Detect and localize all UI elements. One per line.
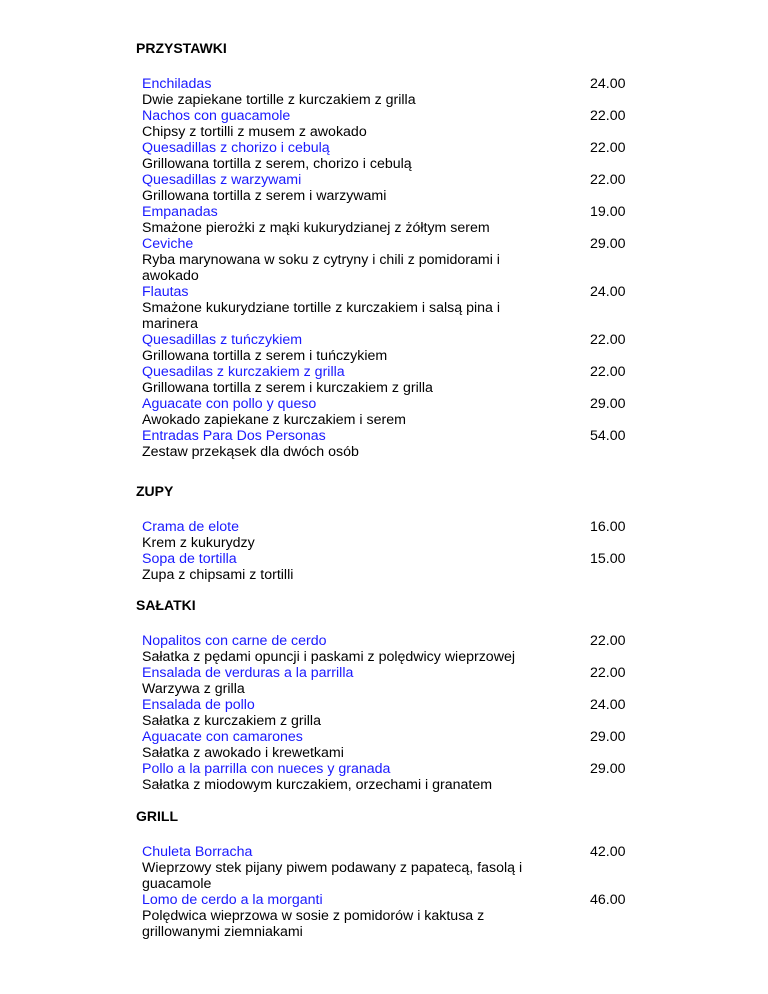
item-price: 22.00 (590, 665, 626, 681)
item-price: 16.00 (590, 519, 626, 535)
item-description: Grillowana tortilla z serem i kurczakiem z grilla (142, 380, 433, 396)
item-name: Quesadillas z chorizo i cebulą (142, 140, 330, 156)
item-price: 22.00 (590, 172, 626, 188)
item-description: Sałatka z kurczakiem z grilla (142, 713, 321, 729)
item-description: Smażone kukurydziane tortille z kurczakiem i salsą pina i marinera (142, 300, 500, 332)
item-name: Chuleta Borracha (142, 844, 253, 860)
item-price: 54.00 (590, 428, 626, 444)
item-description: Dwie zapiekane tortille z kurczakiem z grilla (142, 92, 416, 108)
item-price: 24.00 (590, 76, 626, 92)
menu-item (136, 729, 636, 761)
item-description: Grillowana tortilla z serem, chorizo i cebulą (142, 156, 412, 172)
item-list (136, 76, 656, 460)
menu-item (136, 633, 636, 665)
section-przystawki (136, 40, 656, 460)
item-name: Sopa de tortilla (142, 551, 237, 567)
item-price: 22.00 (590, 364, 626, 380)
menu-item (136, 892, 636, 940)
item-price: 29.00 (590, 761, 626, 777)
section-title: SAŁATKI (136, 597, 196, 613)
menu-item (136, 551, 636, 583)
item-description: Wieprzowy stek pijany piwem podawany z papatecą, fasolą i guacamole (142, 860, 523, 892)
item-description: Krem z kukurydzy (142, 535, 255, 551)
menu-item (136, 697, 636, 729)
item-description: Warzywa z grilla (142, 681, 245, 697)
menu-item (136, 108, 636, 140)
item-price: 22.00 (590, 332, 626, 348)
item-name: Quesadillas z warzywami (142, 172, 302, 188)
menu-item (136, 761, 636, 793)
menu-item (136, 204, 636, 236)
item-description: Polędwica wieprzowa w sosie z pomidorów i kaktusa z grillowanymi ziemniakami (142, 908, 485, 940)
item-description: Smażone pierożki z mąki kukurydzianej z żółtym serem (142, 220, 490, 236)
section-salatki (136, 597, 656, 793)
item-list (136, 519, 656, 583)
item-name: Entradas Para Dos Personas (142, 428, 326, 444)
item-name: Quesadilas z kurczakiem z grilla (142, 364, 345, 380)
item-price: 29.00 (590, 729, 626, 745)
section-grill (136, 808, 656, 940)
item-name: Crama de elote (142, 519, 239, 535)
item-list (136, 633, 656, 793)
menu-item (136, 332, 636, 364)
menu-item (136, 844, 636, 892)
item-description: Sałatka z awokado i krewetkami (142, 745, 344, 761)
item-name: Quesadillas z tuńczykiem (142, 332, 303, 348)
item-name: Enchiladas (142, 76, 212, 92)
menu-item (136, 364, 636, 396)
menu-item (136, 396, 636, 428)
item-name: Empanadas (142, 204, 218, 220)
menu-item (136, 519, 636, 551)
item-name: Nachos con guacamole (142, 108, 291, 124)
item-price: 15.00 (590, 551, 626, 567)
item-price: 22.00 (590, 633, 626, 649)
item-price: 24.00 (590, 697, 626, 713)
item-price: 24.00 (590, 284, 626, 300)
section-title: ZUPY (136, 483, 174, 499)
item-name: Pollo a la parrilla con nueces y granada (142, 761, 391, 777)
section-title: PRZYSTAWKI (136, 40, 227, 56)
menu-item (136, 76, 636, 108)
item-name: Nopalitos con carne de cerdo (142, 633, 327, 649)
item-description: Zestaw przekąsek dla dwóch osób (142, 444, 359, 460)
item-price: 42.00 (590, 844, 626, 860)
menu-item (136, 284, 636, 332)
item-name: Ensalada de verduras a la parrilla (142, 665, 354, 681)
item-name: Aguacate con camarones (142, 729, 303, 745)
item-description: Grillowana tortilla z serem i tuńczykiem (142, 348, 388, 364)
item-description: Chipsy z tortilli z musem z awokado (142, 124, 367, 140)
item-name: Lomo de cerdo a la morganti (142, 892, 323, 908)
item-description: Zupa z chipsami z tortilli (142, 567, 294, 583)
item-price: 29.00 (590, 396, 626, 412)
menu-item (136, 172, 636, 204)
menu-item (136, 236, 636, 284)
item-price: 22.00 (590, 140, 626, 156)
item-description: Grillowana tortilla z serem i warzywami (142, 188, 387, 204)
section-title: GRILL (136, 808, 178, 824)
item-name: Ensalada de pollo (142, 697, 255, 713)
item-description: Ryba marynowana w soku z cytryny i chili z pomidorami i awokado (142, 252, 500, 284)
item-price: 29.00 (590, 236, 626, 252)
menu-item (136, 665, 636, 697)
item-name: Ceviche (142, 236, 194, 252)
item-description: Sałatka z miodowym kurczakiem, orzechami i granatem (142, 777, 493, 793)
item-name: Aguacate con pollo y queso (142, 396, 317, 412)
item-list (136, 844, 656, 940)
item-description: Sałatka z pędami opuncji i paskami z polędwicy wieprzowej (142, 649, 515, 665)
section-zupy (136, 483, 656, 583)
item-price: 22.00 (590, 108, 626, 124)
item-name: Flautas (142, 284, 189, 300)
item-description: Awokado zapiekane z kurczakiem i serem (142, 412, 406, 428)
item-price: 46.00 (590, 892, 626, 908)
menu-item (136, 428, 636, 460)
item-price: 19.00 (590, 204, 626, 220)
menu-item (136, 140, 636, 172)
